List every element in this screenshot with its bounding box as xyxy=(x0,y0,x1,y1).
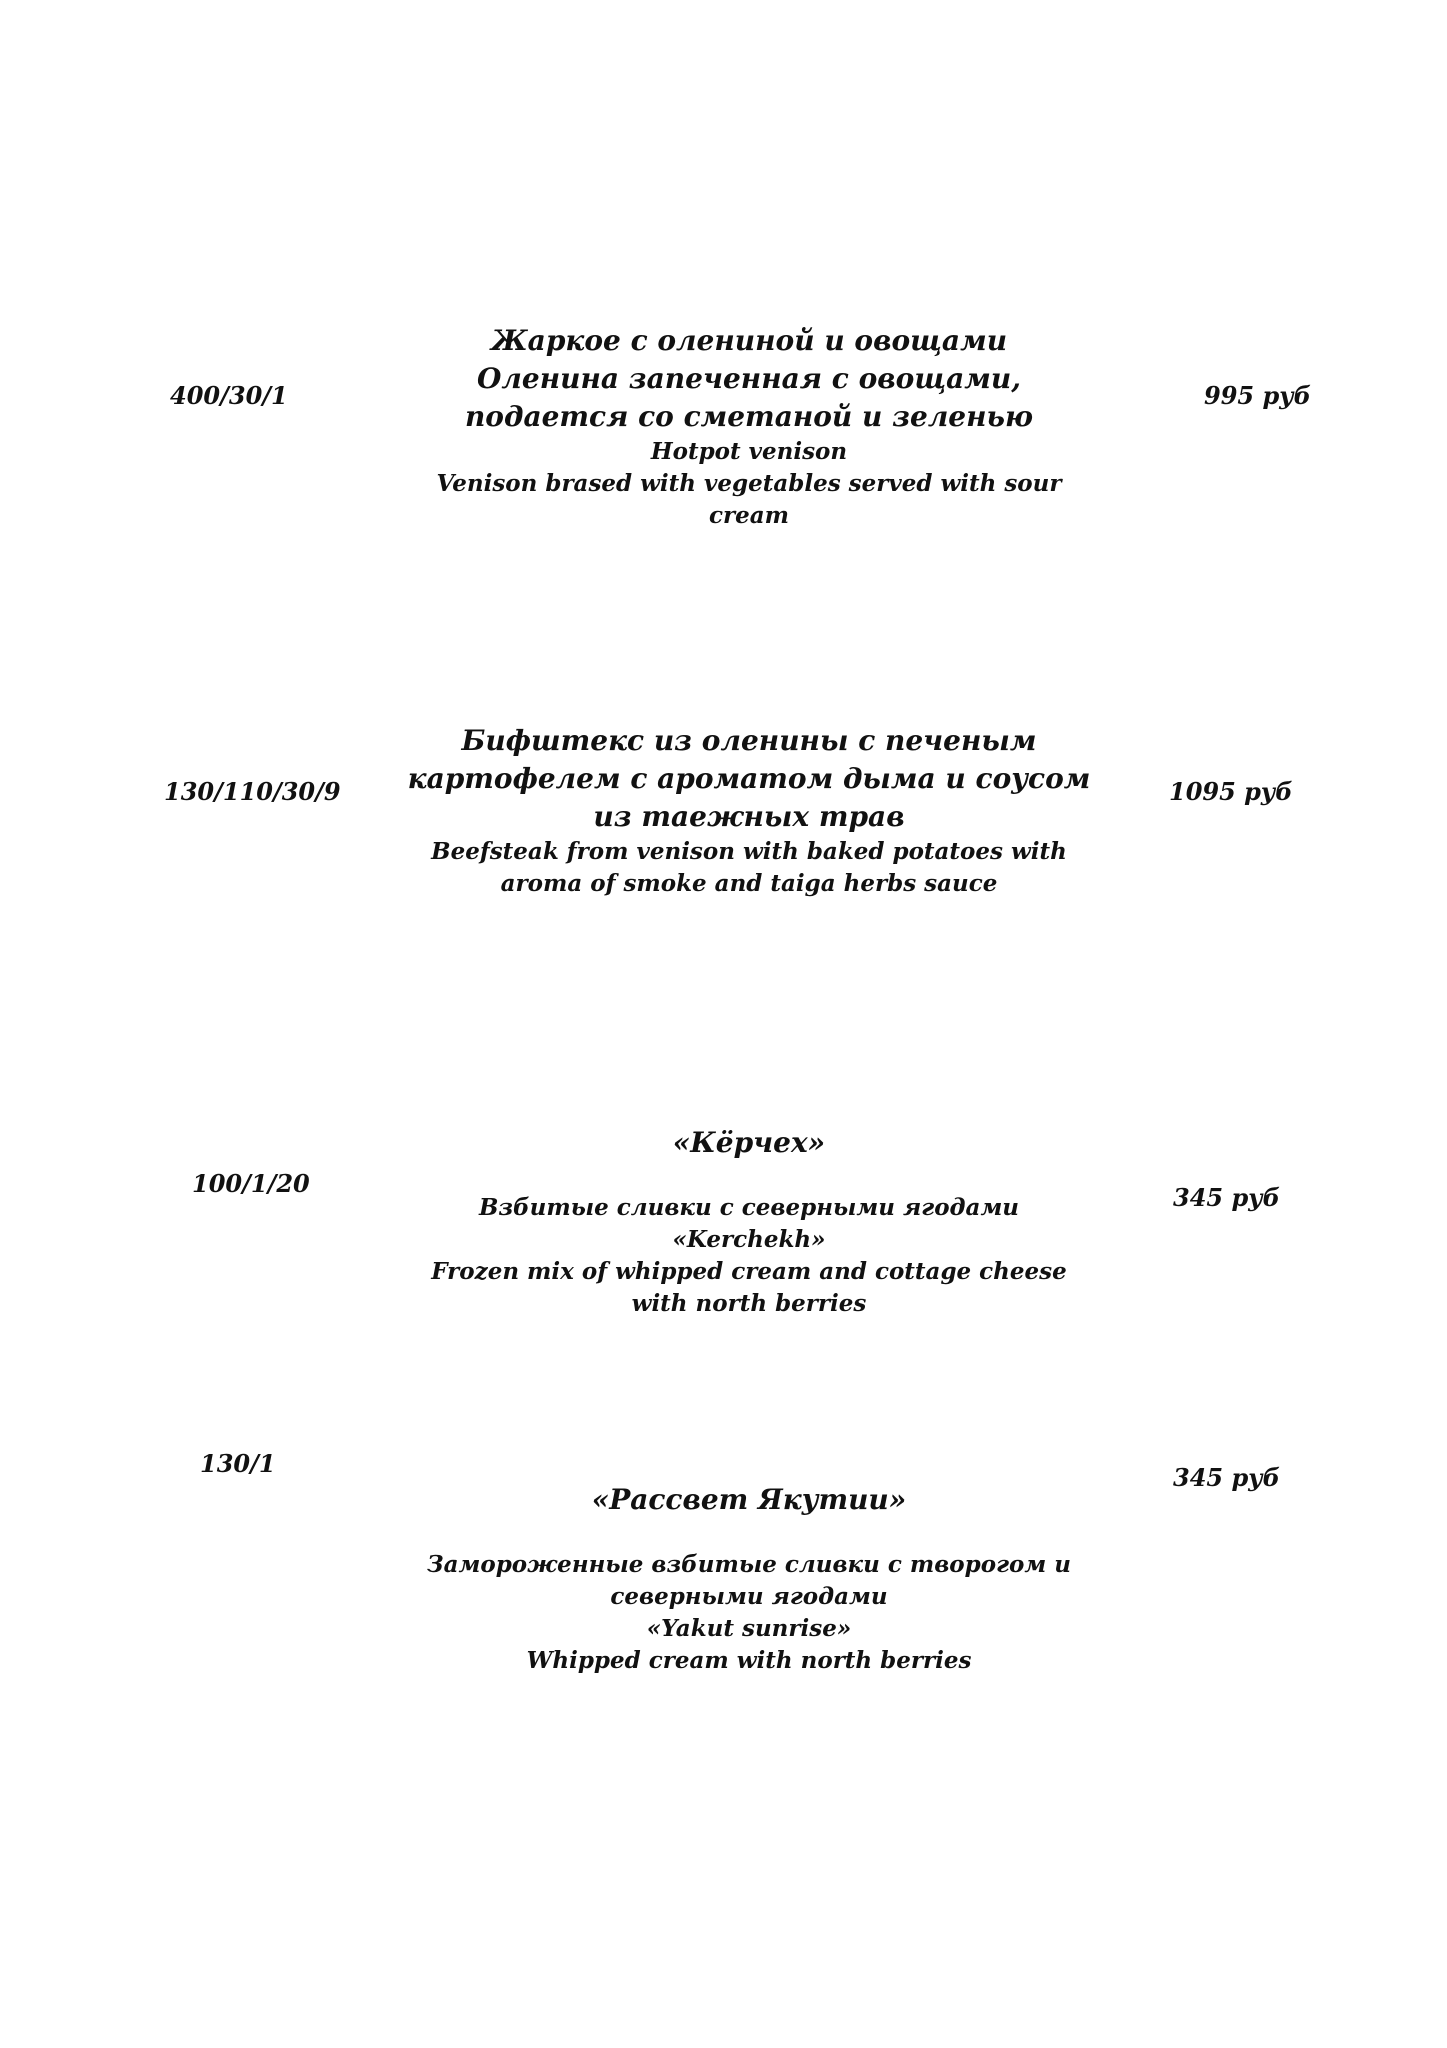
item-desc-en-line: cream xyxy=(709,502,789,529)
item-description xyxy=(348,1481,1150,1677)
item-desc-ru: Взбитые сливки с северными ягодами xyxy=(478,1194,1020,1221)
item-name-en: «Yakut sunrise» xyxy=(646,1615,852,1642)
item-name-ru-line: картофелем с ароматом дыма и соусом xyxy=(407,762,1091,795)
item-weight: 100/1/20 xyxy=(192,1169,310,1198)
item-name-en: Hotpot venison xyxy=(650,438,848,465)
item-price: 1095 руб xyxy=(1169,777,1293,806)
item-desc-ru-line: Оленина запеченная с овощами, xyxy=(477,362,1021,395)
item-desc-ru-line: подается со сметаной и зеленью xyxy=(464,400,1034,433)
item-desc-en-line: with north berries xyxy=(631,1290,867,1317)
item-price: 345 руб xyxy=(1173,1463,1280,1492)
item-weight: 400/30/1 xyxy=(170,381,288,410)
item-desc-ru-line: северными ягодами xyxy=(610,1583,888,1610)
item-name-ru: «Кёрчех» xyxy=(672,1126,826,1159)
item-name-ru-line: из таежных трав xyxy=(593,800,905,833)
item-name-ru: «Рассвет Якутии» xyxy=(591,1483,907,1516)
item-desc-en-line: Beefsteak from venison with baked potatoes with xyxy=(431,838,1067,865)
item-desc-en: Whipped cream with north berries xyxy=(526,1647,972,1674)
item-name-en: «Kerchekh» xyxy=(672,1226,826,1253)
item-desc-ru-line: Замороженные взбитые сливки с творогом и xyxy=(427,1551,1071,1578)
item-price: 345 руб xyxy=(1173,1183,1280,1212)
item-desc-en-line: Venison brased with vegetables served with sour xyxy=(436,470,1062,497)
item-price: 995 руб xyxy=(1204,381,1311,410)
item-name-ru: Жаркое с олениной и овощами xyxy=(490,324,1008,357)
item-desc-en-line: aroma of smoke and taiga herbs sauce xyxy=(500,870,998,897)
item-name-ru-line: Бифштекс из оленины с печеным xyxy=(461,724,1037,757)
item-description xyxy=(348,1124,1150,1320)
item-desc-en-line: Frozen mix of whipped cream and cottage cheese xyxy=(431,1258,1067,1285)
item-weight: 130/110/30/9 xyxy=(164,777,341,806)
item-description xyxy=(348,722,1150,900)
item-description xyxy=(348,322,1150,532)
item-weight: 130/1 xyxy=(200,1449,276,1478)
